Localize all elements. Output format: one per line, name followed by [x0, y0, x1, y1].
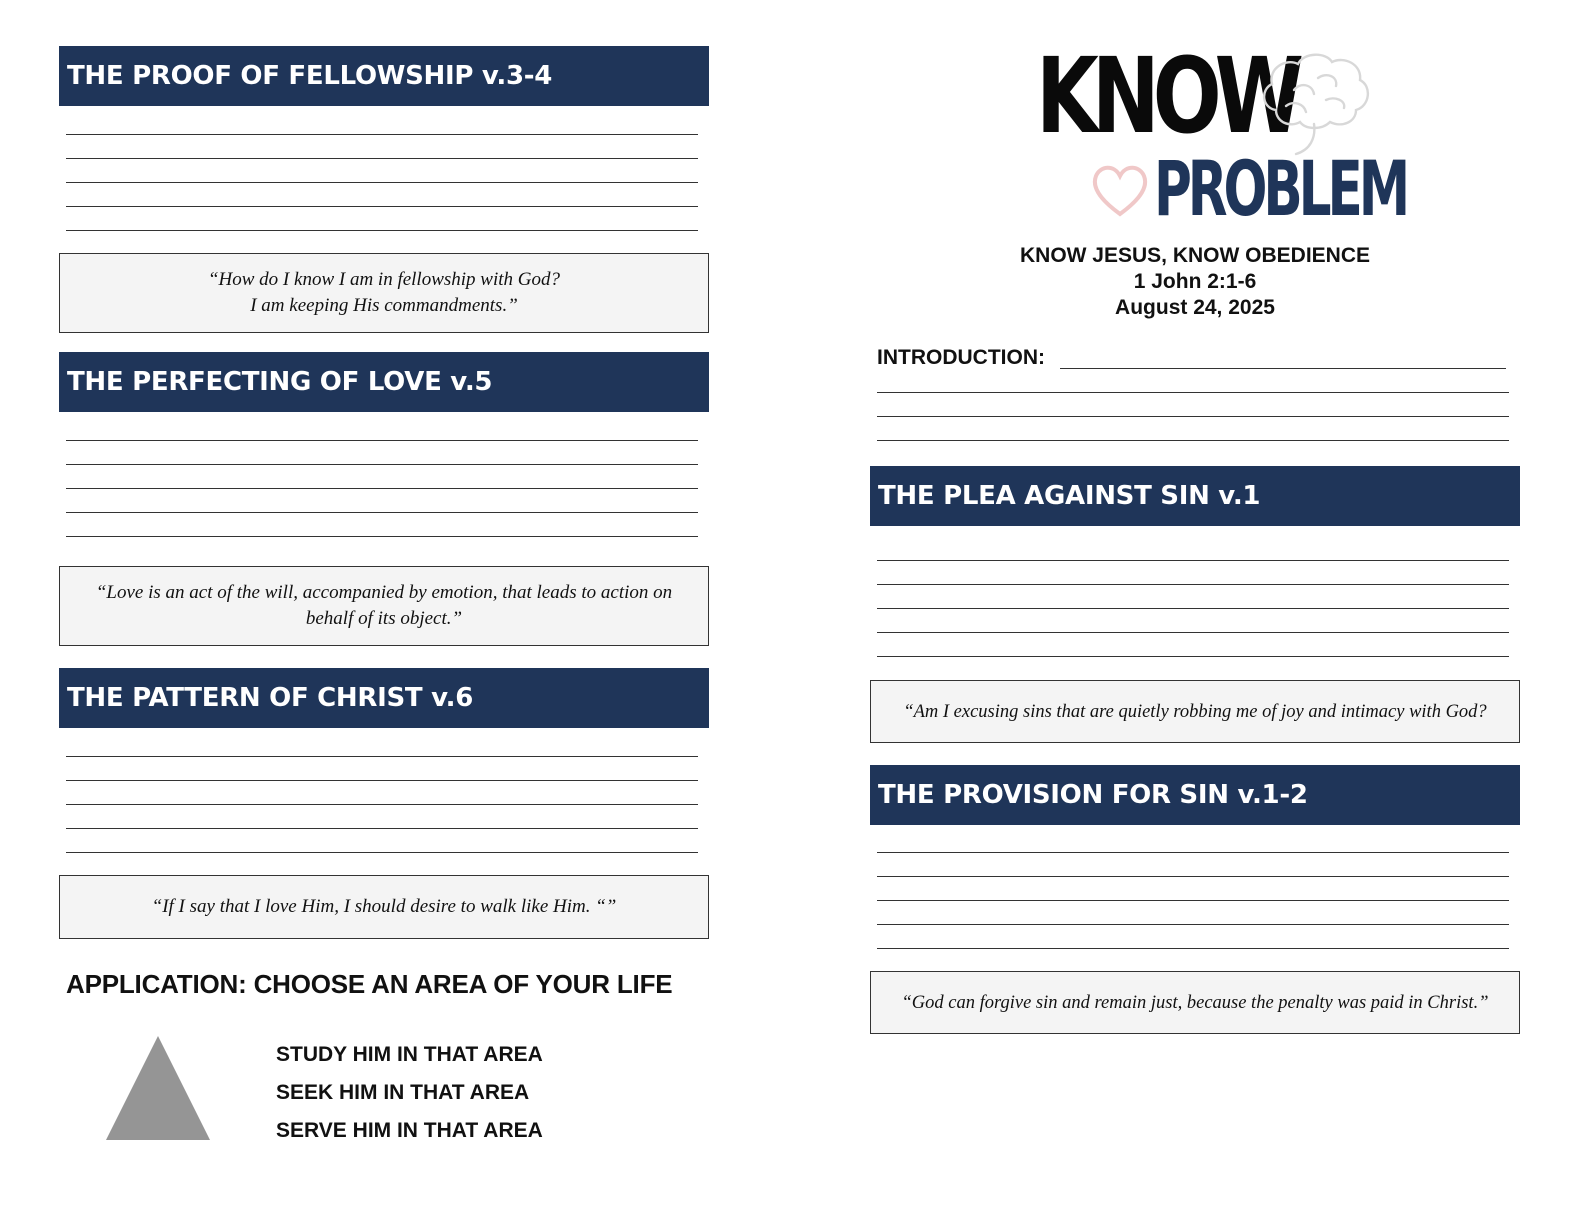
section-heading-text: THE PATTERN OF CHRIST v.6	[67, 683, 473, 713]
section-heading-text: THE PROOF OF FELLOWSHIP v.3-4	[67, 61, 553, 91]
heart-icon	[1088, 160, 1152, 218]
quote-line: “Love is an act of the will, accompanied by emotion, that leads to action on	[95, 582, 673, 603]
section-heading-text: THE PLEA AGAINST SIN v.1	[878, 481, 1261, 511]
introduction-label: INTRODUCTION:	[877, 346, 1045, 369]
application-item-serve: SERVE HIM IN THAT AREA	[276, 1119, 543, 1142]
section-heading-pattern-of-christ	[59, 668, 709, 728]
sermon-date: August 24, 2025	[1115, 296, 1275, 319]
quote-box-provision-for-sin	[870, 971, 1520, 1034]
quote-line: “God can forgive sin and remain just, because the penalty was paid in Christ.”	[901, 992, 1489, 1013]
sermon-header	[870, 244, 1520, 324]
section-heading-perfecting-of-love	[59, 352, 709, 412]
sermon-title: KNOW JESUS, KNOW OBEDIENCE	[1019, 244, 1371, 267]
application-item-study: STUDY HIM IN THAT AREA	[276, 1043, 543, 1066]
quote-line: “Am I excusing sins that are quietly robbing me of joy and intimacy with God?	[903, 701, 1487, 722]
quote-line: I am keeping His commandments.”	[250, 295, 518, 316]
logo-word-problem: PROBLEM	[1154, 144, 1407, 233]
logo	[1030, 35, 1407, 233]
section-heading-text: THE PERFECTING OF LOVE v.5	[67, 367, 493, 397]
quote-box-plea-against-sin	[870, 680, 1520, 743]
section-heading-text: THE PROVISION FOR SIN v.1-2	[878, 780, 1308, 810]
application-item-seek: SEEK HIM IN THAT AREA	[276, 1081, 530, 1104]
application-heading: APPLICATION: CHOOSE AN AREA OF YOUR LIFE	[66, 969, 673, 999]
logo-word-know: KNOW	[1036, 35, 1298, 157]
quote-line: “How do I know I am in fellowship with God?	[207, 269, 561, 290]
quote-box-proof-of-fellowship	[59, 253, 709, 333]
section-heading-plea-against-sin	[870, 466, 1520, 526]
quote-box-perfecting-of-love	[59, 566, 709, 646]
sermon-reference: 1 John 2:1-6	[1133, 270, 1257, 293]
section-heading-proof-of-fellowship	[59, 46, 709, 106]
section-heading-provision-for-sin	[870, 765, 1520, 825]
quote-box-pattern-of-christ	[59, 875, 709, 939]
quote-line: “If I say that I love Him, I should desire to walk like Him. “”	[151, 896, 617, 917]
application-list	[276, 1036, 543, 1150]
quote-line: behalf of its object.”	[305, 608, 463, 629]
triangle-icon	[104, 1034, 212, 1142]
